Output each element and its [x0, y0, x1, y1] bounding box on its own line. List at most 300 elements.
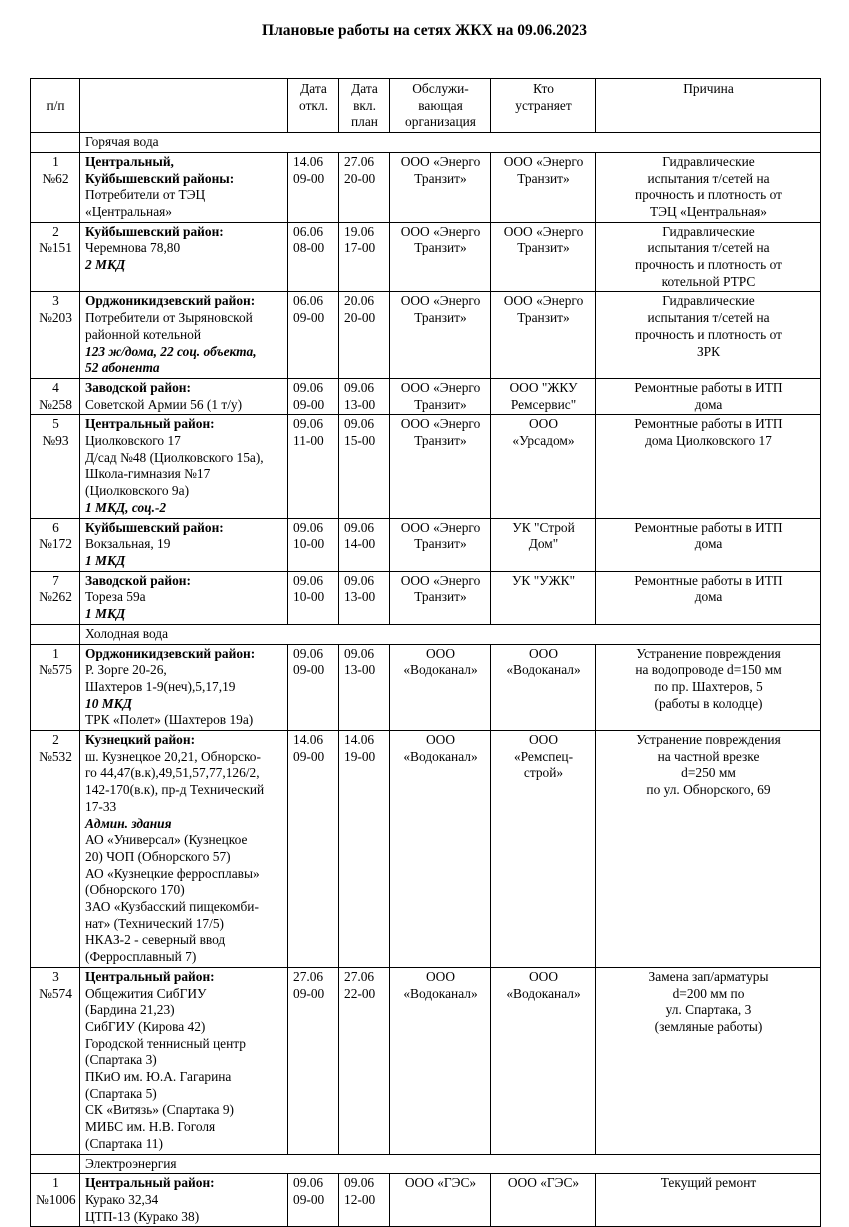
fixer-line: Транзит»: [517, 310, 570, 326]
row-date-on: [339, 378, 390, 414]
row-number: [31, 152, 80, 222]
row-address: [80, 967, 288, 1154]
org-line: ООО «Энерго: [400, 416, 481, 432]
date-line: 09-00: [293, 662, 325, 678]
address-line: Шахтеров 1-9(неч),5,17,19: [85, 678, 236, 694]
date-line: 27.06: [344, 153, 375, 169]
row-address: [80, 518, 288, 571]
fixer-line: Транзит»: [517, 240, 570, 256]
row-address: [80, 378, 288, 414]
row-date-off: [288, 518, 339, 571]
date-line: 09-00: [293, 985, 325, 1001]
date-line: 09.06: [344, 1175, 375, 1191]
fixer-line: «Водоканал»: [506, 662, 581, 678]
date-line: 09.06: [344, 519, 375, 535]
row-date-on: [339, 1174, 390, 1227]
date-line: 13-00: [344, 589, 376, 605]
fixer-line: Дом": [528, 536, 559, 552]
fixer-line: ООО «Энерго: [503, 153, 584, 169]
fixer-line: УК "Строй: [512, 519, 575, 535]
fixer-line: ООО: [528, 968, 558, 984]
address-line: Заводской район:: [85, 379, 191, 395]
address-line: Центральный район:: [85, 416, 215, 432]
row-number-line: 2: [52, 732, 59, 748]
section-name: Горячая вода: [80, 133, 821, 153]
address-line: 2 МКД: [85, 257, 126, 273]
date-line: 09-00: [293, 170, 325, 186]
row-service-org: [390, 378, 491, 414]
header-service-org: [390, 79, 491, 133]
row-number-line: №203: [39, 310, 72, 326]
date-line: 10-00: [293, 536, 325, 552]
row-fixer: [491, 378, 596, 414]
date-line: 09.06: [293, 519, 324, 535]
address-line: Орджоникидзевский район:: [85, 293, 256, 309]
address-line: «Центральная»: [85, 203, 173, 219]
header-date-off: [288, 79, 339, 133]
table-row: [31, 644, 821, 731]
header-line: организация: [405, 114, 476, 130]
address-line: Циолковского 17: [85, 433, 181, 449]
section-row: [31, 624, 821, 644]
reason-line: (земляные работы): [654, 1018, 763, 1034]
row-number-line: 3: [52, 293, 59, 309]
org-line: ООО «Энерго: [400, 572, 481, 588]
date-line: 14-00: [344, 536, 376, 552]
row-fixer: [491, 222, 596, 292]
address-line: (Спартака 5): [85, 1085, 157, 1101]
table-row: [31, 415, 821, 518]
row-date-off: [288, 571, 339, 624]
row-number-line: №575: [39, 662, 72, 678]
address-line: МИБС им. Н.В. Гоголя: [85, 1119, 216, 1135]
date-line: 19.06: [344, 223, 375, 239]
section-name: Электроэнергия: [80, 1154, 821, 1174]
address-line: ТРК «Полет» (Шахтеров 19а): [85, 712, 254, 728]
reason-line: ТЭЦ «Центральная»: [649, 203, 768, 219]
table-row: [31, 731, 821, 968]
table-row: [31, 292, 821, 379]
address-line: Общежития СибГИУ: [85, 985, 207, 1001]
reason-line: испытания т/сетей на: [647, 170, 770, 186]
fixer-line: ООО «Энерго: [503, 223, 584, 239]
org-line: Транзит»: [414, 170, 467, 186]
row-date-off: [288, 415, 339, 518]
reason-line: Гидравлические: [662, 153, 755, 169]
date-line: 09.06: [344, 379, 375, 395]
row-reason: [596, 967, 821, 1154]
table-row: [31, 152, 821, 222]
address-line: Куйбышевский район:: [85, 519, 224, 535]
date-line: 13-00: [344, 662, 376, 678]
section-empty-cell: [31, 624, 80, 644]
fixer-line: Ремсервис": [510, 396, 577, 412]
address-line: (Ферросплавный 7): [85, 949, 197, 965]
address-line: 17-33: [85, 798, 117, 814]
date-line: 09-00: [293, 748, 325, 764]
header-line: Дата: [300, 81, 327, 96]
address-line: СибГИУ (Кирова 42): [85, 1018, 206, 1034]
date-line: 14.06: [344, 732, 375, 748]
date-line: 06.06: [293, 293, 324, 309]
date-line: 20-00: [344, 310, 376, 326]
row-date-on: [339, 518, 390, 571]
row-number: [31, 644, 80, 731]
row-number-line: №1006: [36, 1192, 76, 1207]
org-line: Транзит»: [414, 310, 467, 326]
fixer-line: ООО "ЖКУ: [509, 379, 578, 395]
row-reason: [596, 222, 821, 292]
reason-line: Ремонтные работы в ИТП: [634, 416, 783, 432]
address-line: Админ. здания: [85, 815, 172, 831]
reason-line: Текущий ремонт: [660, 1175, 757, 1191]
row-service-org: [390, 152, 491, 222]
reason-line: Устранение повреждения: [636, 645, 781, 661]
date-line: 27.06: [344, 968, 375, 984]
reason-line: прочность и плотность от: [635, 326, 782, 342]
fixer-line: «Ремспец-: [513, 748, 574, 764]
row-number-line: №151: [39, 240, 72, 256]
org-line: ООО: [425, 732, 455, 748]
org-line: ООО «Энерго: [400, 153, 481, 169]
reason-line: прочность и плотность от: [635, 257, 782, 273]
org-line: «Водоканал»: [403, 985, 478, 1001]
address-line: ш. Кузнецкое 20,21, Обнорско-: [85, 748, 261, 764]
address-line: го 44,47(в.к),49,51,57,77,126/2,: [85, 765, 260, 781]
row-fixer: [491, 152, 596, 222]
row-number-line: №262: [39, 589, 72, 605]
date-line: 09-00: [293, 396, 325, 412]
row-service-org: [390, 518, 491, 571]
fixer-line: строй»: [523, 765, 564, 781]
address-line: Заводской район:: [85, 572, 191, 588]
date-line: 09.06: [293, 416, 324, 432]
date-line: 06.06: [293, 223, 324, 239]
section-empty-cell: [31, 1154, 80, 1174]
row-number-line: №532: [39, 748, 72, 764]
address-line: Вокзальная, 19: [85, 536, 171, 552]
row-number-line: №574: [39, 985, 72, 1001]
address-line: Центральный район:: [85, 1175, 215, 1191]
row-date-off: [288, 378, 339, 414]
reason-line: Устранение повреждения: [636, 732, 781, 748]
section-row: [31, 1154, 821, 1174]
row-fixer: [491, 967, 596, 1154]
row-service-org: [390, 571, 491, 624]
reason-line: на водопроводе d=150 мм: [635, 662, 782, 678]
address-line: Городской теннисный центр: [85, 1035, 246, 1051]
row-number: [31, 571, 80, 624]
row-address: [80, 152, 288, 222]
org-line: ООО «Энерго: [400, 293, 481, 309]
reason-line: ул. Спартака, 3: [665, 1002, 752, 1018]
address-line: Д/сад №48 (Циолковского 15а),: [85, 449, 264, 465]
row-reason: [596, 152, 821, 222]
row-reason: [596, 518, 821, 571]
row-date-off: [288, 644, 339, 731]
reason-line: дома Циолковского 17: [645, 433, 772, 449]
date-line: 12-00: [344, 1192, 376, 1207]
date-line: 09.06: [293, 572, 324, 588]
table-row: [31, 571, 821, 624]
address-line: ПКиО им. Ю.А. Гагарина: [85, 1069, 232, 1085]
address-line: районной котельной: [85, 326, 201, 342]
address-line: 1 МКД: [85, 552, 126, 568]
address-line: АО «Кузнецкие ферросплавы»: [85, 865, 260, 881]
address-line: 20) ЧОП (Обнорского 57): [85, 848, 231, 864]
org-line: Транзит»: [414, 396, 467, 412]
row-date-on: [339, 415, 390, 518]
reason-line: дома: [694, 396, 723, 412]
org-line: ООО: [425, 968, 455, 984]
row-number-line: №93: [42, 433, 69, 449]
row-number: [31, 378, 80, 414]
date-line: 14.06: [293, 153, 324, 169]
fixer-line: Транзит»: [517, 170, 570, 186]
date-line: 09-00: [293, 310, 325, 326]
row-number-line: 7: [52, 572, 59, 588]
row-number: [31, 415, 80, 518]
fixer-line: ООО: [528, 645, 558, 661]
fixer-line: УК "УЖК": [511, 572, 576, 588]
header-line: вкл.: [353, 97, 376, 113]
address-line: Курако 32,34: [85, 1192, 159, 1207]
row-reason: [596, 731, 821, 968]
address-line: ЗАО «Кузбасский пищекомби-: [85, 899, 259, 915]
address-line: (Спартака 3): [85, 1052, 157, 1068]
section-row: [31, 133, 821, 153]
address-line: (Спартака 11): [85, 1135, 163, 1151]
fixer-line: ООО «ГЭС»: [507, 1175, 580, 1191]
address-line: Кузнецкий район:: [85, 732, 196, 748]
row-address: [80, 222, 288, 292]
reason-line: d=250 мм: [681, 765, 736, 781]
page-title: Плановые работы на сетях ЖКХ на 09.06.2023: [262, 22, 587, 39]
row-number: [31, 731, 80, 968]
address-line: Куйбышевский районы:: [85, 170, 235, 186]
row-reason: [596, 644, 821, 731]
address-line: 1 МКД, соц.-2: [85, 499, 167, 515]
date-line: 09-00: [293, 1192, 325, 1207]
row-number-line: 6: [52, 519, 59, 535]
header-line: устраняет: [515, 97, 572, 113]
org-line: Транзит»: [414, 240, 467, 256]
reason-line: дома: [694, 589, 723, 605]
row-fixer: [491, 292, 596, 379]
table-row: [31, 1174, 821, 1227]
date-line: 09.06: [344, 416, 375, 432]
fixer-line: «Урсадом»: [512, 433, 575, 449]
address-line: 1 МКД: [85, 606, 126, 622]
reason-line: Гидравлические: [662, 293, 755, 309]
org-line: «Водоканал»: [403, 748, 478, 764]
org-line: ООО «Энерго: [400, 223, 481, 239]
section-name: Холодная вода: [80, 624, 821, 644]
address-line: 142-170(в.к), пр-д Технический: [85, 782, 265, 798]
address-line: Куйбышевский район:: [85, 223, 224, 239]
row-date-on: [339, 222, 390, 292]
header-reason: Причина: [596, 79, 821, 133]
org-line: ООО: [425, 645, 455, 661]
row-number-line: 5: [52, 416, 59, 432]
date-line: 09.06: [293, 1175, 324, 1191]
row-number: [31, 292, 80, 379]
row-number-line: 1: [52, 645, 59, 661]
header-line: вающая: [418, 97, 463, 113]
date-line: 20.06: [344, 293, 375, 309]
row-reason: [596, 571, 821, 624]
row-number-line: 3: [52, 968, 59, 984]
row-number-line: №258: [39, 396, 72, 412]
reason-line: по пр. Шахтеров, 5: [654, 678, 763, 694]
row-fixer: [491, 731, 596, 968]
address-line: Потребители от Зыряновской: [85, 310, 253, 326]
date-line: 17-00: [344, 240, 376, 256]
row-fixer: [491, 571, 596, 624]
date-line: 09.06: [293, 379, 324, 395]
row-date-off: [288, 292, 339, 379]
row-reason: [596, 415, 821, 518]
address-line: Центральный,: [85, 153, 174, 169]
row-service-org: [390, 1174, 491, 1227]
address-line: 10 МКД: [85, 695, 132, 711]
header-date-on: [339, 79, 390, 133]
row-date-on: [339, 967, 390, 1154]
reason-line: (работы в колодце): [654, 695, 763, 711]
address-line: (Бардина 21,23): [85, 1002, 175, 1018]
address-line: Советской Армии 56 (1 т/у): [85, 396, 243, 412]
reason-line: Замена зап/арматуры: [648, 968, 769, 984]
reason-line: d=200 мм по: [672, 985, 745, 1001]
row-number: [31, 967, 80, 1154]
row-reason: [596, 1174, 821, 1227]
date-line: 08-00: [293, 240, 325, 256]
row-date-off: [288, 731, 339, 968]
row-fixer: [491, 518, 596, 571]
address-line: Черемнова 78,80: [85, 240, 181, 256]
reason-line: ЗРК: [696, 343, 721, 359]
date-line: 14.06: [293, 732, 324, 748]
row-number-line: 1: [52, 153, 59, 169]
date-line: 19-00: [344, 748, 376, 764]
address-line: (Циолковского 9а): [85, 483, 190, 499]
row-fixer: [491, 644, 596, 731]
header-fixer: [491, 79, 596, 133]
reason-line: Ремонтные работы в ИТП: [634, 379, 783, 395]
header-num: п/п: [31, 79, 80, 133]
address-line: АО «Универсал» (Кузнецкое: [85, 832, 248, 848]
date-line: 15-00: [344, 433, 376, 449]
table-row: [31, 518, 821, 571]
row-number-line: 4: [52, 379, 59, 395]
reason-line: прочность и плотность от: [635, 187, 782, 203]
address-line: 123 ж/дома, 22 соц. объекта,: [85, 343, 257, 359]
row-address: [80, 731, 288, 968]
row-fixer: [491, 1174, 596, 1227]
row-reason: [596, 378, 821, 414]
row-date-on: [339, 292, 390, 379]
row-date-on: [339, 644, 390, 731]
date-line: 10-00: [293, 589, 325, 605]
date-line: 11-00: [293, 433, 324, 449]
row-service-org: [390, 644, 491, 731]
row-service-org: [390, 415, 491, 518]
address-line: Р. Зорге 20-26,: [85, 662, 167, 678]
date-line: 27.06: [293, 968, 324, 984]
address-line: Тореза 59а: [85, 589, 146, 605]
header-line: Кто: [533, 81, 554, 96]
org-line: Транзит»: [414, 433, 467, 449]
org-line: ООО «Энерго: [400, 379, 481, 395]
row-date-off: [288, 152, 339, 222]
address-line: нат» (Технический 17/5): [85, 915, 224, 931]
address-line: (Обнорского 170): [85, 882, 185, 898]
date-line: 22-00: [344, 985, 376, 1001]
row-address: [80, 415, 288, 518]
address-line: Потребители от ТЭЦ: [85, 187, 206, 203]
address-line: Школа-гимназия №17: [85, 466, 211, 482]
reason-line: Гидравлические: [662, 223, 755, 239]
row-date-off: [288, 967, 339, 1154]
org-line: Транзит»: [414, 589, 467, 605]
date-line: 20-00: [344, 170, 376, 186]
outage-table: [30, 78, 821, 1227]
row-date-off: [288, 1174, 339, 1227]
row-date-on: [339, 731, 390, 968]
reason-line: дома: [694, 536, 723, 552]
row-date-on: [339, 152, 390, 222]
date-line: 13-00: [344, 396, 376, 412]
address-line: ЦТП-13 (Курако 38): [85, 1208, 200, 1224]
address-line: Центральный район:: [85, 968, 215, 984]
header-line: Дата: [351, 81, 378, 96]
reason-line: Ремонтные работы в ИТП: [634, 519, 783, 535]
row-date-on: [339, 571, 390, 624]
section-empty-cell: [31, 133, 80, 153]
header-line: откл.: [299, 97, 328, 113]
row-service-org: [390, 222, 491, 292]
header-line: план: [351, 114, 378, 130]
header-line: Обслужи-: [412, 81, 469, 96]
fixer-line: «Водоканал»: [506, 985, 581, 1001]
org-line: «Водоканал»: [403, 662, 478, 678]
table-row: [31, 222, 821, 292]
row-number-line: 1: [52, 1175, 59, 1191]
row-address: [80, 1174, 288, 1227]
reason-line: испытания т/сетей на: [647, 240, 770, 256]
table-body: [31, 133, 821, 1227]
row-address: [80, 571, 288, 624]
date-line: 09.06: [293, 645, 324, 661]
reason-line: на частной врезке: [657, 748, 760, 764]
reason-line: по ул. Обнорского, 69: [646, 782, 771, 798]
row-service-org: [390, 731, 491, 968]
header-row: [31, 79, 821, 133]
reason-line: Ремонтные работы в ИТП: [634, 572, 783, 588]
reason-line: котельной РТРС: [661, 273, 756, 289]
address-line: НКАЗ-2 - северный ввод: [85, 932, 226, 948]
row-number: [31, 1174, 80, 1227]
fixer-line: ООО: [528, 416, 558, 432]
table-row: [31, 378, 821, 414]
row-number: [31, 222, 80, 292]
row-address: [80, 292, 288, 379]
fixer-line: ООО «Энерго: [503, 293, 584, 309]
address-line: Орджоникидзевский район:: [85, 645, 256, 661]
row-service-org: [390, 967, 491, 1154]
row-service-org: [390, 292, 491, 379]
row-number: [31, 518, 80, 571]
